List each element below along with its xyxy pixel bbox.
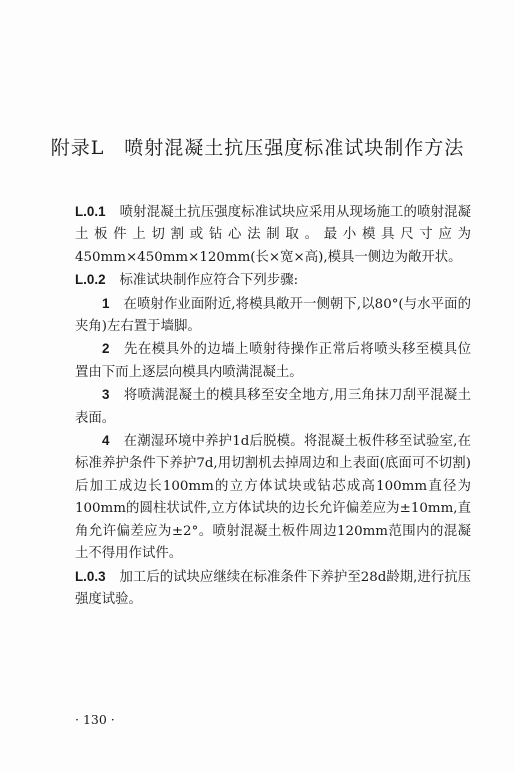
page-number: · 130 · [75, 712, 115, 727]
clause-number: L.0.3 [75, 568, 106, 584]
clause-l01 [75, 201, 471, 269]
clause-text: 标准试块制作应符合下列步骤: [119, 273, 299, 289]
step-number: 1 [102, 295, 110, 311]
step-3 [75, 384, 471, 430]
step-1 [75, 293, 471, 339]
clause-text: 喷射混凝土抗压强度标准试块应采用从现场施工的喷射混凝土板件上切割或钻心法制取。最小模具尺寸应为450mm×450mm×120mm(长×宽×高),模具一侧边为敞开状。 [75, 205, 471, 265]
appendix-title: 附录L 喷射混凝土抗压强度标准试块制作方法 [50, 137, 465, 159]
step-number: 2 [102, 341, 110, 357]
step-text: 在潮湿环境中养护1d后脱模。将混凝土板件移至试验室,在标准养护条件下养护7d,用切割机去掉周边和上表面(底面可不切割)后加工成边长100mm的立方体试块或钻芯成高100mm直径为100mm的圆柱状试件,立方体试块的边长允许偏差应为±10mm,直角允许偏差应为±2°。喷射混凝土板件周边120mm范围内的混凝土不得用作试件。 [75, 434, 471, 562]
document-body [75, 201, 471, 611]
clause-l03 [75, 566, 471, 612]
clause-text: 加工后的试块应继续在标准条件下养护至28d龄期,进行抗压强度试验。 [75, 569, 471, 607]
clause-number: L.0.1 [75, 204, 106, 219]
step-number: 3 [102, 387, 110, 403]
step-2 [75, 338, 471, 384]
step-text: 将喷满混凝土的模具移至安全地方,用三角抹刀刮平混凝土表面。 [75, 388, 471, 426]
step-text: 在喷射作业面附近,将模具敞开一侧朝下,以80°(与水平面的夹角)左右置于墙脚。 [75, 296, 471, 335]
step-number: 4 [102, 433, 110, 449]
clause-number: L.0.2 [75, 272, 106, 288]
step-text: 先在模具外的边墙上喷射待操作正常后将喷头移至模具位置由下而上逐层向模具内喷满混凝土。 [75, 342, 471, 380]
clause-l02 [75, 269, 471, 292]
step-4 [75, 430, 471, 565]
